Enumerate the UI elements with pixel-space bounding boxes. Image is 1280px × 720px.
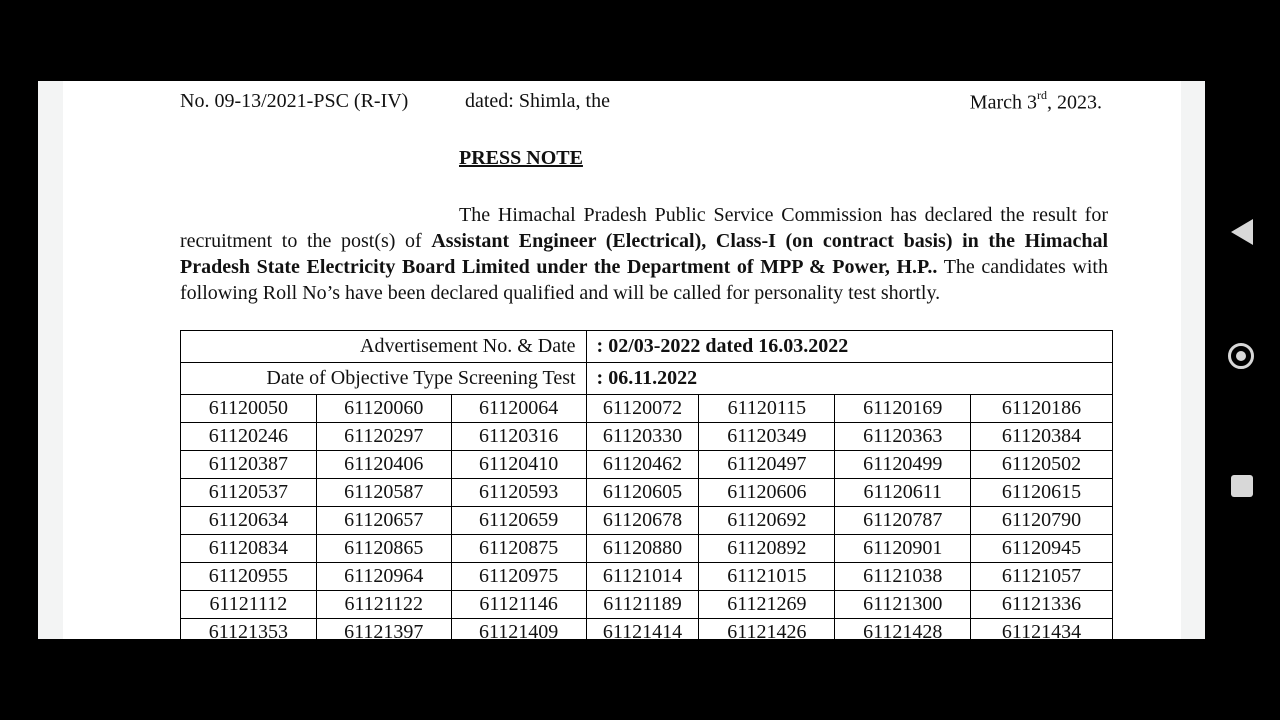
roll-number-cell: 61120587 xyxy=(316,479,451,507)
table-row xyxy=(181,451,1113,479)
roll-number-cell: 61121057 xyxy=(971,563,1113,591)
roll-number-cell: 61120975 xyxy=(451,563,586,591)
roll-number-cell: 61120115 xyxy=(699,395,835,423)
date-suffix: , 2023. xyxy=(1047,91,1102,114)
body-outro: The candidates with following Roll No’s have been declared qualified and will be called for personality test shortly. xyxy=(180,256,1108,304)
roll-number-cell: 61121122 xyxy=(316,591,451,619)
date-ordinal: rd xyxy=(1037,88,1047,102)
roll-number-cell: 61120384 xyxy=(971,423,1113,451)
roll-number-cell: 61120330 xyxy=(586,423,699,451)
roll-number-cell: 61120657 xyxy=(316,507,451,535)
roll-number-cell: 61121414 xyxy=(586,619,699,640)
roll-number-cell: 61121397 xyxy=(316,619,451,640)
table-row xyxy=(181,507,1113,535)
roll-number-cell: 61120297 xyxy=(316,423,451,451)
android-nav-bar xyxy=(1205,0,1280,720)
roll-number-cell: 61121426 xyxy=(699,619,835,640)
roll-number-cell: 61120901 xyxy=(835,535,971,563)
roll-number-cell: 61120502 xyxy=(971,451,1113,479)
roll-number-cell: 61120659 xyxy=(451,507,586,535)
roll-number-cell: 61121428 xyxy=(835,619,971,640)
roll-number-cell: 61120072 xyxy=(586,395,699,423)
dated-place: dated: Shimla, the xyxy=(465,90,610,112)
issue-date xyxy=(970,90,1102,115)
table-row xyxy=(181,535,1113,563)
roll-number-cell: 61120678 xyxy=(586,507,699,535)
advertisement-row xyxy=(181,331,1113,363)
roll-number-cell: 61120593 xyxy=(451,479,586,507)
results-table xyxy=(180,330,1113,639)
table-row xyxy=(181,563,1113,591)
roll-number-cell: 61120787 xyxy=(835,507,971,535)
roll-number-cell: 61120363 xyxy=(835,423,971,451)
roll-number-cell: 61121146 xyxy=(451,591,586,619)
screening-test-label: Date of Objective Type Screening Test xyxy=(181,363,587,395)
roll-number-cell: 61120964 xyxy=(316,563,451,591)
advertisement-label: Advertisement No. & Date xyxy=(181,331,587,363)
body-intro: The Himachal Pradesh Public Service Commission has declared the result for recruitment to the post(s) of xyxy=(180,204,1108,252)
roll-number-cell: 61121434 xyxy=(971,619,1113,640)
roll-number-cell: 61120186 xyxy=(971,395,1113,423)
table-row xyxy=(181,591,1113,619)
roll-number-cell: 61121300 xyxy=(835,591,971,619)
roll-number-cell: 61120169 xyxy=(835,395,971,423)
advertisement-value: : 02/03-2022 dated 16.03.2022 xyxy=(586,331,1112,363)
roll-number-cell: 61120060 xyxy=(316,395,451,423)
document-viewer[interactable] xyxy=(38,81,1205,639)
roll-number-cell: 61121269 xyxy=(699,591,835,619)
press-note-title: PRESS NOTE xyxy=(459,147,583,169)
home-circle-icon[interactable] xyxy=(1228,343,1254,369)
roll-number-cell: 61120246 xyxy=(181,423,317,451)
roll-number-cell: 61120606 xyxy=(699,479,835,507)
roll-number-cell: 61120406 xyxy=(316,451,451,479)
roll-number-cell: 61120875 xyxy=(451,535,586,563)
roll-number-cell: 61120634 xyxy=(181,507,317,535)
roll-number-cell: 61120790 xyxy=(971,507,1113,535)
roll-number-cell: 61121112 xyxy=(181,591,317,619)
roll-number-cell: 61121014 xyxy=(586,563,699,591)
roll-number-cell: 61120611 xyxy=(835,479,971,507)
roll-number-cell: 61120050 xyxy=(181,395,317,423)
roll-number-cell: 61120349 xyxy=(699,423,835,451)
roll-number-cell: 61120537 xyxy=(181,479,317,507)
roll-number-cell: 61120064 xyxy=(451,395,586,423)
table-row xyxy=(181,619,1113,640)
roll-number-cell: 61120692 xyxy=(699,507,835,535)
recents-square-icon[interactable] xyxy=(1231,475,1253,497)
table-row xyxy=(181,479,1113,507)
screening-test-value: : 06.11.2022 xyxy=(586,363,1112,395)
roll-number-cell: 61121015 xyxy=(699,563,835,591)
date-prefix: March 3 xyxy=(969,91,1037,114)
roll-number-cell: 61120945 xyxy=(971,535,1113,563)
reference-number: No. 09-13/2021-PSC (R-IV) xyxy=(180,90,409,112)
back-triangle-icon[interactable] xyxy=(1231,219,1253,245)
roll-number-cell: 61120865 xyxy=(316,535,451,563)
roll-number-cell: 61120605 xyxy=(586,479,699,507)
roll-number-cell: 61120892 xyxy=(699,535,835,563)
roll-number-cell: 61121353 xyxy=(181,619,317,640)
roll-number-cell: 61120499 xyxy=(835,451,971,479)
roll-number-cell: 61120615 xyxy=(971,479,1113,507)
roll-number-cell: 61121038 xyxy=(835,563,971,591)
roll-number-cell: 61120497 xyxy=(699,451,835,479)
table-row xyxy=(181,423,1113,451)
roll-number-cell: 61120387 xyxy=(181,451,317,479)
roll-number-cell: 61120316 xyxy=(451,423,586,451)
document-page xyxy=(63,81,1181,639)
body-post: Assistant Engineer (Electrical), Class-I (on contract basis) in the Himachal Pradesh State Electricity Board Limited under the Department of MPP & Power, H.P.. xyxy=(180,230,1108,278)
table-row xyxy=(181,395,1113,423)
screening-test-row xyxy=(181,363,1113,395)
roll-number-cell: 61120462 xyxy=(586,451,699,479)
roll-number-cell: 61120834 xyxy=(181,535,317,563)
roll-number-cell: 61120955 xyxy=(181,563,317,591)
roll-number-cell: 61120410 xyxy=(451,451,586,479)
roll-number-cell: 61121189 xyxy=(586,591,699,619)
press-note-body xyxy=(180,202,1108,306)
roll-number-cell: 61120880 xyxy=(586,535,699,563)
roll-number-cell: 61121409 xyxy=(451,619,586,640)
roll-number-cell: 61121336 xyxy=(971,591,1113,619)
